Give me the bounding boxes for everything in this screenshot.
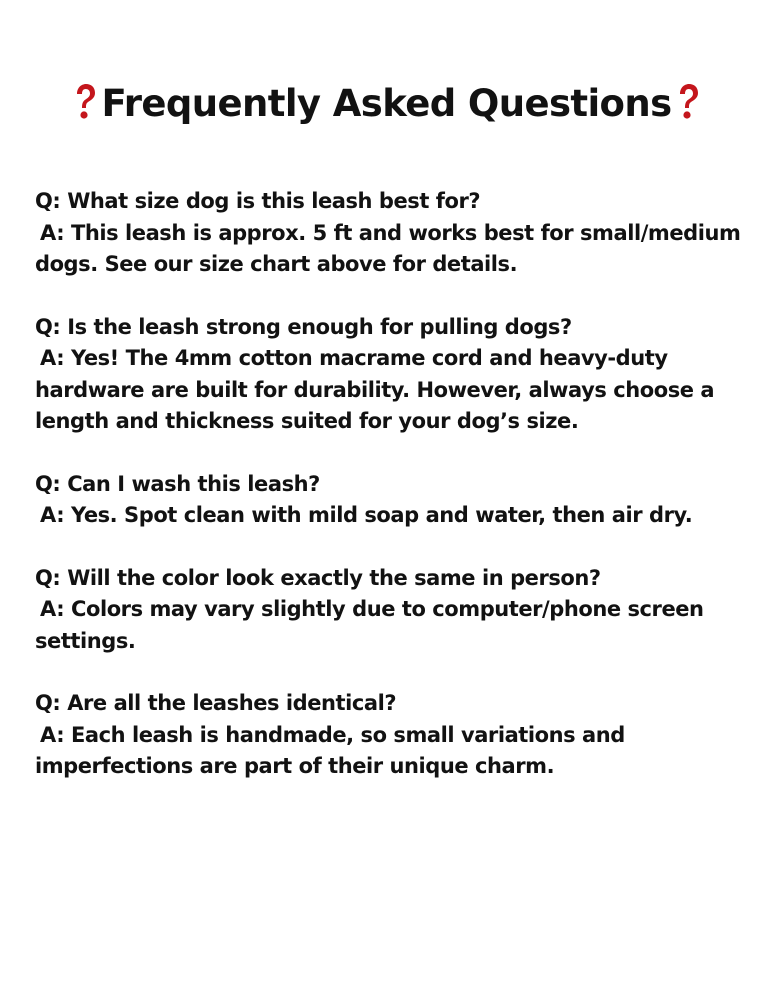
faq-answer-line: dogs. See our size chart above for details.: [35, 252, 518, 276]
faq-answer-line: hardware are built for durability. However, always choose a: [35, 377, 715, 402]
faq-question: Q: Can I wash this leash?: [35, 471, 320, 496]
faq-question: Q: Are all the leashes identical?: [35, 691, 397, 715]
faq-question: Q: What size dog is this leash best for?: [35, 189, 481, 213]
faq-answer-line: A: Yes. Spot clean with mild soap and water, then air dry.: [40, 503, 693, 527]
faq-answer-line: settings.: [35, 628, 136, 653]
faq-answer-line: A: Yes! The 4mm cotton macrame cord and heavy-duty: [40, 346, 668, 370]
red-question-mark-icon: [73, 83, 97, 123]
page-title: Frequently Asked Questions: [101, 81, 672, 125]
faq-item: [35, 688, 755, 783]
faq-question: Q: Is the leash strong enough for pulling dogs?: [35, 314, 572, 339]
faq-answer-line: A: This leash is approx. 5 ft and works best for small/medium: [40, 220, 741, 245]
faq-item: [35, 312, 755, 438]
faq-answer-line: A: Colors may vary slightly due to computer/phone screen: [40, 597, 704, 621]
faq-item: [35, 186, 755, 281]
faq-question: Q: Will the color look exactly the same in person?: [35, 565, 601, 590]
faq-list: [35, 186, 755, 814]
title-row: [0, 76, 773, 130]
faq-item: [35, 563, 755, 658]
faq-item: [35, 469, 755, 532]
faq-answer-line: imperfections are part of their unique charm.: [35, 754, 555, 778]
faq-answer-line: length and thickness suited for your dog’s size.: [35, 409, 579, 433]
red-question-mark-icon: [676, 83, 700, 123]
faq-answer-line: A: Each leash is handmade, so small variations and: [40, 722, 625, 747]
